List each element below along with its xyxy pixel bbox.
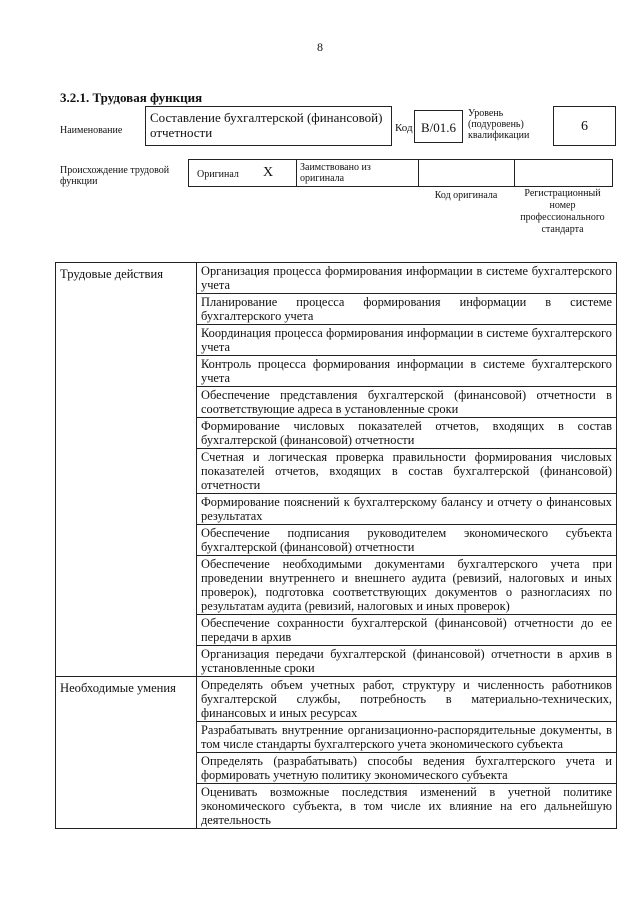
section-item: Обеспечение представления бухгалтерской (финансовой) отчетности в соответствующие адреса в установленные сроки <box>197 387 617 418</box>
section-item: Определять (разрабатывать) способы ведения бухгалтерского учета и формировать учетную политику экономического субъекта <box>197 753 617 784</box>
section-item: Оценивать возможные последствия изменений в учетной политике экономического субъекта, в том числе их влияние на его дальнейшую деятельность <box>197 784 617 829</box>
origin-row <box>188 159 613 187</box>
level-label: Уровень (подуровень) квалификации <box>468 108 530 141</box>
original-cell <box>189 160 297 186</box>
qualification-level: 6 <box>553 106 616 146</box>
section-item: Контроль процесса формирования информации в системе бухгалтерского учета <box>197 356 617 387</box>
section-item: Счетная и логическая проверка правильности формирования числовых показателей отчетов, входящих в состав бухгалтерской (финансовой) отчетности <box>197 449 617 494</box>
reg-number-label: Регистрационный номер профессионального стандарта <box>520 188 605 235</box>
section-title: 3.2.1. Трудовая функция <box>60 90 203 105</box>
section-item: Организация процесса формирования информации в системе бухгалтерского учета <box>197 263 617 294</box>
section-item: Организация передачи бухгалтерской (финансовой) отчетности в архив в установленные сроки <box>197 646 617 677</box>
origin-label: Происхождение трудовой функции <box>60 165 170 187</box>
function-code: В/01.6 <box>414 110 463 143</box>
code-label: Код <box>395 122 413 134</box>
code-original-cell <box>419 160 515 186</box>
section-item: Разрабатывать внутренние организационно-распорядительные документы, в том числе стандарты бухгалтерского учета экономического субъекта <box>197 722 617 753</box>
section-item: Обеспечение подписания руководителем экономического субъекта бухгалтерской (финансовой) отчетности <box>197 525 617 556</box>
borrowed-cell <box>297 160 419 186</box>
borrowed-label: Заимствовано из оригинала <box>300 162 371 184</box>
name-label: Наименование <box>60 125 123 136</box>
original-mark: X <box>263 165 274 180</box>
section-item: Обеспечение сохранности бухгалтерской (финансовой) отчетности до ее передачи в архив <box>197 615 617 646</box>
section-item: Формирование числовых показателей отчетов, входящих в состав бухгалтерской (финансовой) отчетности <box>197 418 617 449</box>
table-row <box>56 263 617 294</box>
reg-number-cell <box>515 160 612 186</box>
page-number: 8 <box>317 40 323 54</box>
section-item: Определять объем учетных работ, структуру и численность работников бухгалтерской службы, потребность в материально-технических, финансовых и иных ресурсах <box>197 677 617 722</box>
function-name: Составление бухгалтерской (финансовой) отчетности <box>145 106 392 146</box>
section-item: Планирование процесса формирования информации в системе бухгалтерского учета <box>197 294 617 325</box>
section-item: Обеспечение необходимыми документами бухгалтерского учета при проведении внутреннего и внешнего аудита (ревизий, налоговых и иных проверок), подготовка соответствующих документов о разногласиях по результатам аудита (ревизий, налоговых и иных проверок) <box>197 556 617 615</box>
code-original-label: Код оригинала <box>434 190 498 201</box>
function-table <box>55 262 617 829</box>
section-item: Формирование пояснений к бухгалтерскому балансу и отчету о финансовых результатах <box>197 494 617 525</box>
table-row <box>56 677 617 722</box>
section-heading: Трудовые действия <box>56 263 197 677</box>
original-label: Оригинал <box>197 169 239 180</box>
section-heading: Необходимые умения <box>56 677 197 829</box>
section-item: Координация процесса формирования информации в системе бухгалтерского учета <box>197 325 617 356</box>
